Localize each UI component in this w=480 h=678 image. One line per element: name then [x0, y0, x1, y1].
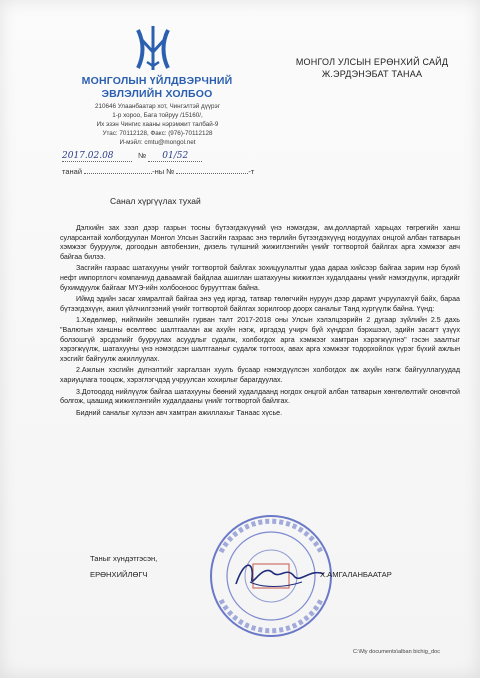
handwritten-signature — [232, 554, 328, 594]
closing-phrase: Таныг хүндэтгэсэн, — [90, 554, 158, 563]
reference-date: 2017.02.08 — [62, 151, 132, 162]
reference-incoming-line — [62, 167, 254, 176]
letter-body — [60, 224, 460, 420]
org-name-line2: ЭВЛЭЛИЙН ХОЛБОО — [101, 88, 213, 100]
subject: Санал хүргүүлах тухай — [110, 196, 201, 206]
body-paragraph: 2.Ажлын хэсгийн дүгнэлтийг харгалзан хуулъ бусаар нэмэгдүүлсэн холбогдох аж ахуйн нэгж байгууллагуудад хариуцлага тооцож, хэрэглэгчдэд учруулсан хохирлыг барагдуулах. — [60, 366, 460, 384]
address-line: Утас: 70112128, Факс: (976)-70112128 — [102, 130, 213, 137]
body-paragraph: 3.Дотоодод нийлүүлж байгаа шатахууны бөөний худалдаанд ногдох онцгой албан татварын хөнгөлөлтийг оновчтой болгож, цаашид жижиглэнгийн худалдааны үнийг тогтвортой байлгах. — [60, 387, 460, 406]
reference-no-label: № — [138, 151, 147, 160]
reference-suffix: -т — [248, 167, 255, 176]
address-line: И-мэйл: cmtu@mongol.net — [119, 139, 196, 146]
body-paragraph: Засгийн газраас шатахууны үнийг тогтвортой байлгах зохицуулалтыг удаа дараа хийсээр байгаа зарим нэр бүхий нефт импортлогч компаниуд даваамгай байдлаа ашиглан шатахууны жижиглэн худалдааны үнийг нэмэгдүүлж, иргэдийг бухимдуулж байгааг МҮЭ-ийн холбооноос бурууттгаж байна. — [60, 264, 460, 292]
union-logo-icon — [128, 22, 178, 74]
recipient-line1: МОНГОЛ УЛСЫН ЕРӨНХИЙ САЙД — [295, 57, 449, 67]
reference-blank-2 — [176, 173, 248, 174]
document-file-path: C:\My documents\alban bichig_doc — [352, 649, 440, 655]
body-paragraph: Дэлхийн зах зээл дээр газрын тосны бүтээгдэхүүний үнэ нэмэгдэж, ам.доллартай харьцах төгрөгийн ханш суларсантай холбогдуулан Монгол Улсын Засгийн газраас энэ төрлийн бүтээгдэхүүнд ногдуулах онцгой албан татварын хэмжээг бууруулж, догоодын автобензин, дизель түлшний жижиглэнгийн үнийг тогтвортой байлгах арга хэмжээг авч байгаа билээ. — [60, 224, 460, 261]
recipient-line2: Ж.ЭРДЭНЭБАТ ТАНАА — [321, 69, 423, 79]
reference-mid: -ны № — [152, 167, 175, 176]
signatory-name: Х.АМГАЛАНБААТАР — [320, 570, 392, 579]
reference-blank-1 — [84, 173, 152, 174]
address-line: 1-р хороо, Бага тойруу /15160/, — [112, 112, 203, 119]
body-paragraph: 1.Хөдөлмөр, нийгмийн зөвшлийн гурван талт 2017-2018 оны Улсын хэлэлцээрийн 2 дугаар зүйлийн 2.5 дахь "Валютын ханшны өсөлтөөс шалтгаалан аж ахуйн нэгж, иргэдэд учирч буй хүндрэл бэрхшээл, эдийн засагт үзүүх болзошгүй эрсдэлийг бууруулах асуудлыг судалж, холбогдох арга хэмжээг хамтран хэрэгжүүлнэ" гэсэн заалтыг хэрэгжүүлж, шатахууны үнэ нэмэгдсэн шалтгааныг судалж тогтоох, авах арга хэмжээг тодорхойлох үүрэг бүхий ажлын хэсгийг байгуулж ажиллуулах. — [60, 316, 460, 363]
org-name-line1: МОНГОЛЫН ҮЙЛДВЭРЧНИЙ — [81, 75, 233, 87]
signatory-title: ЕРӨНХИЙЛӨГЧ — [90, 570, 148, 579]
reference-number: 01/52 — [148, 151, 202, 162]
address-line: 210646 Улаанбаатар хот, Чингэлтэй дүүрэг — [94, 103, 221, 110]
body-paragraph: Иймд эдийн засаг хямралтай байгаа энэ үед иргэд, татвар төлөгчийн нуруун дээр дарамт учруулахгүй байх, бараа бүтээгдэхүүн, ажил үйлчилгээний үнийг тогтвортой байлгах зорилгоор доорх саналыг Танд хүргүүлж байна. Үүнд: — [60, 295, 460, 313]
reference-prefix: танай — [62, 167, 83, 176]
reference-date-line — [62, 151, 202, 162]
body-paragraph: Бидний саналыг хүлээн авч хамтран ажиллахыг Танаас хүсье. — [76, 408, 283, 417]
address-line: Их эзэн Чингис хааны нэрэмжит талбай-9 — [96, 121, 219, 128]
